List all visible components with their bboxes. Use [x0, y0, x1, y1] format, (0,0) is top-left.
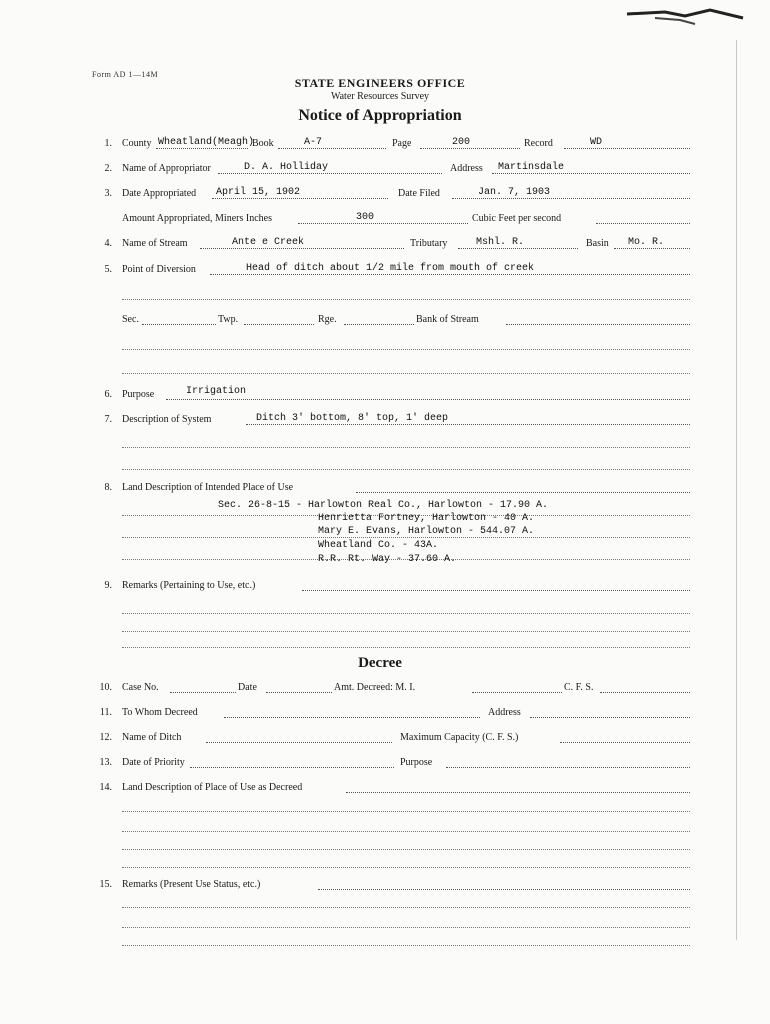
blank-line [122, 906, 690, 908]
rge-line [344, 314, 414, 325]
decreed-to-label: To Whom Decreed [122, 707, 198, 718]
record-label: Record [524, 138, 553, 149]
land-description-label: Land Description of Intended Place of Use [122, 482, 294, 493]
date-appropriated-value: April 15, 1902 [216, 187, 301, 198]
field-number: 4. [104, 238, 112, 249]
amount-line [298, 213, 468, 224]
appropriator-label: Name of Appropriator [122, 163, 211, 174]
case-label: Case No. [122, 682, 159, 693]
cfs-line [596, 213, 690, 224]
basin-label: Basin [586, 238, 609, 249]
page-label: Page [392, 138, 412, 149]
blank-line [122, 926, 690, 928]
blank-line [122, 372, 690, 374]
ditch-name-label: Name of Ditch [122, 732, 182, 743]
cfs-label: Cubic Feet per second [472, 213, 562, 224]
land-line-2: Henrietta Fortney, Harlowton - 40 A. [318, 513, 535, 524]
field-number: 2. [104, 163, 112, 174]
purpose-label: Purpose [122, 389, 155, 400]
field-number: 14. [99, 782, 112, 793]
amount-decreed-line [472, 682, 562, 693]
diversion-value: Head of ditch about 1/2 mile from mouth of creek [246, 263, 535, 274]
survey-subtitle: Water Resources Survey [330, 91, 430, 102]
amount-value: 300 [356, 212, 375, 223]
system-value: Ditch 3' bottom, 8' top, 1' deep [256, 413, 449, 424]
date-label: Date [238, 682, 257, 693]
land-description-line [356, 482, 690, 493]
appropriator-value: D. A. Holliday [244, 162, 329, 173]
field-number: 7. [104, 414, 112, 425]
remarks-label: Remarks (Pertaining to Use, etc.) [122, 580, 256, 591]
field-number: 8. [104, 482, 112, 493]
system-label: Description of System [122, 414, 212, 425]
decree-purpose-line [446, 757, 690, 768]
office-title: STATE ENGINEERS OFFICE [294, 76, 466, 90]
land-line-1: Sec. 26-8-15 - Harlowton Real Co., Harlowton - 17.90 A. [218, 500, 549, 511]
stream-value: Ante e Creek [232, 237, 305, 248]
twp-line [244, 314, 314, 325]
page-edge-line [736, 40, 737, 940]
purpose-value: Irrigation [186, 386, 247, 397]
land-line-3: Mary E. Evans, Harlowton - 544.07 A. [318, 526, 535, 537]
date-filed-label: Date Filed [398, 188, 440, 199]
field-number: 1. [104, 138, 112, 149]
remarks-line [302, 580, 690, 591]
max-capacity-line [560, 732, 690, 743]
field-number: 10. [99, 682, 112, 693]
diversion-label: Point of Diversion [122, 264, 196, 275]
blank-line [122, 468, 690, 470]
land-line-4: Wheatland Co. - 43A. [318, 540, 439, 551]
blank-line [122, 866, 690, 868]
date-appropriated-label: Date Appropriated [122, 188, 197, 199]
sec-label: Sec. [122, 314, 139, 325]
amount-label: Amount Appropriated, Miners Inches [122, 213, 272, 224]
tributary-label: Tributary [410, 238, 448, 249]
field-number: 9. [104, 580, 112, 591]
decreed-land-line [346, 782, 690, 793]
blank-line [122, 944, 690, 946]
decree-title: Decree [358, 655, 402, 671]
field-number: 12. [99, 732, 112, 743]
land-line-5: R.R. Rt. Way - 37.60 A. [318, 554, 457, 565]
stream-label: Name of Stream [122, 238, 188, 249]
county-value: Wheatland(Meagh) [158, 137, 255, 148]
present-use-line [318, 879, 690, 890]
tributary-value: Mshl. R. [476, 237, 525, 248]
priority-date-label: Date of Priority [122, 757, 185, 768]
book-line [278, 138, 386, 149]
book-value: A-7 [304, 137, 323, 148]
book-label: Book [252, 138, 274, 149]
address-value: Martinsdale [498, 162, 565, 173]
case-line [170, 682, 236, 693]
present-use-label: Remarks (Present Use Status, etc.) [122, 879, 261, 890]
decree-purpose-label: Purpose [400, 757, 433, 768]
date-line [266, 682, 332, 693]
county-label: County [122, 138, 152, 149]
field-number: 11. [99, 707, 112, 718]
max-capacity-label: Maximum Capacity (C. F. S.) [400, 732, 519, 743]
blank-line [122, 830, 690, 832]
record-line [564, 138, 690, 149]
form-title: Notice of Appropriation [298, 107, 462, 124]
basin-value: Mo. R. [628, 237, 665, 248]
field-number: 13. [99, 757, 112, 768]
amount-decreed-label: Amt. Decreed: M. I. [334, 682, 416, 693]
address-label: Address [450, 163, 483, 174]
blank-line [122, 848, 690, 850]
form-identifier: Form AD 1—14M [92, 70, 159, 79]
field-number: 6. [104, 389, 112, 400]
page-value: 200 [452, 137, 471, 148]
priority-date-line [190, 757, 394, 768]
blank-line [122, 446, 690, 448]
blank-line [122, 646, 690, 648]
blank-line [122, 810, 690, 812]
bank-label: Bank of Stream [416, 314, 479, 325]
decree-address-line [530, 707, 690, 718]
decreed-to-line [224, 707, 480, 718]
blank-line [122, 630, 690, 632]
decree-address-label: Address [488, 707, 521, 718]
rge-label: Rge. [318, 314, 337, 325]
scan-smudge-mark [625, 4, 745, 28]
sec-line [142, 314, 216, 325]
decreed-land-label: Land Description of Place of Use as Decreed [122, 782, 303, 793]
decree-cfs-label: C. F. S. [564, 682, 594, 693]
field-number: 15. [99, 879, 112, 890]
field-number: 3. [104, 188, 112, 199]
ditch-name-line [206, 732, 392, 743]
twp-label: Twp. [218, 314, 239, 325]
field-number: 5. [104, 264, 112, 275]
blank-line [122, 348, 690, 350]
record-value: WD [590, 137, 603, 148]
blank-line [122, 298, 690, 300]
bank-line [506, 314, 690, 325]
date-filed-value: Jan. 7, 1903 [478, 187, 551, 198]
decree-cfs-line [600, 682, 690, 693]
blank-line [122, 612, 690, 614]
